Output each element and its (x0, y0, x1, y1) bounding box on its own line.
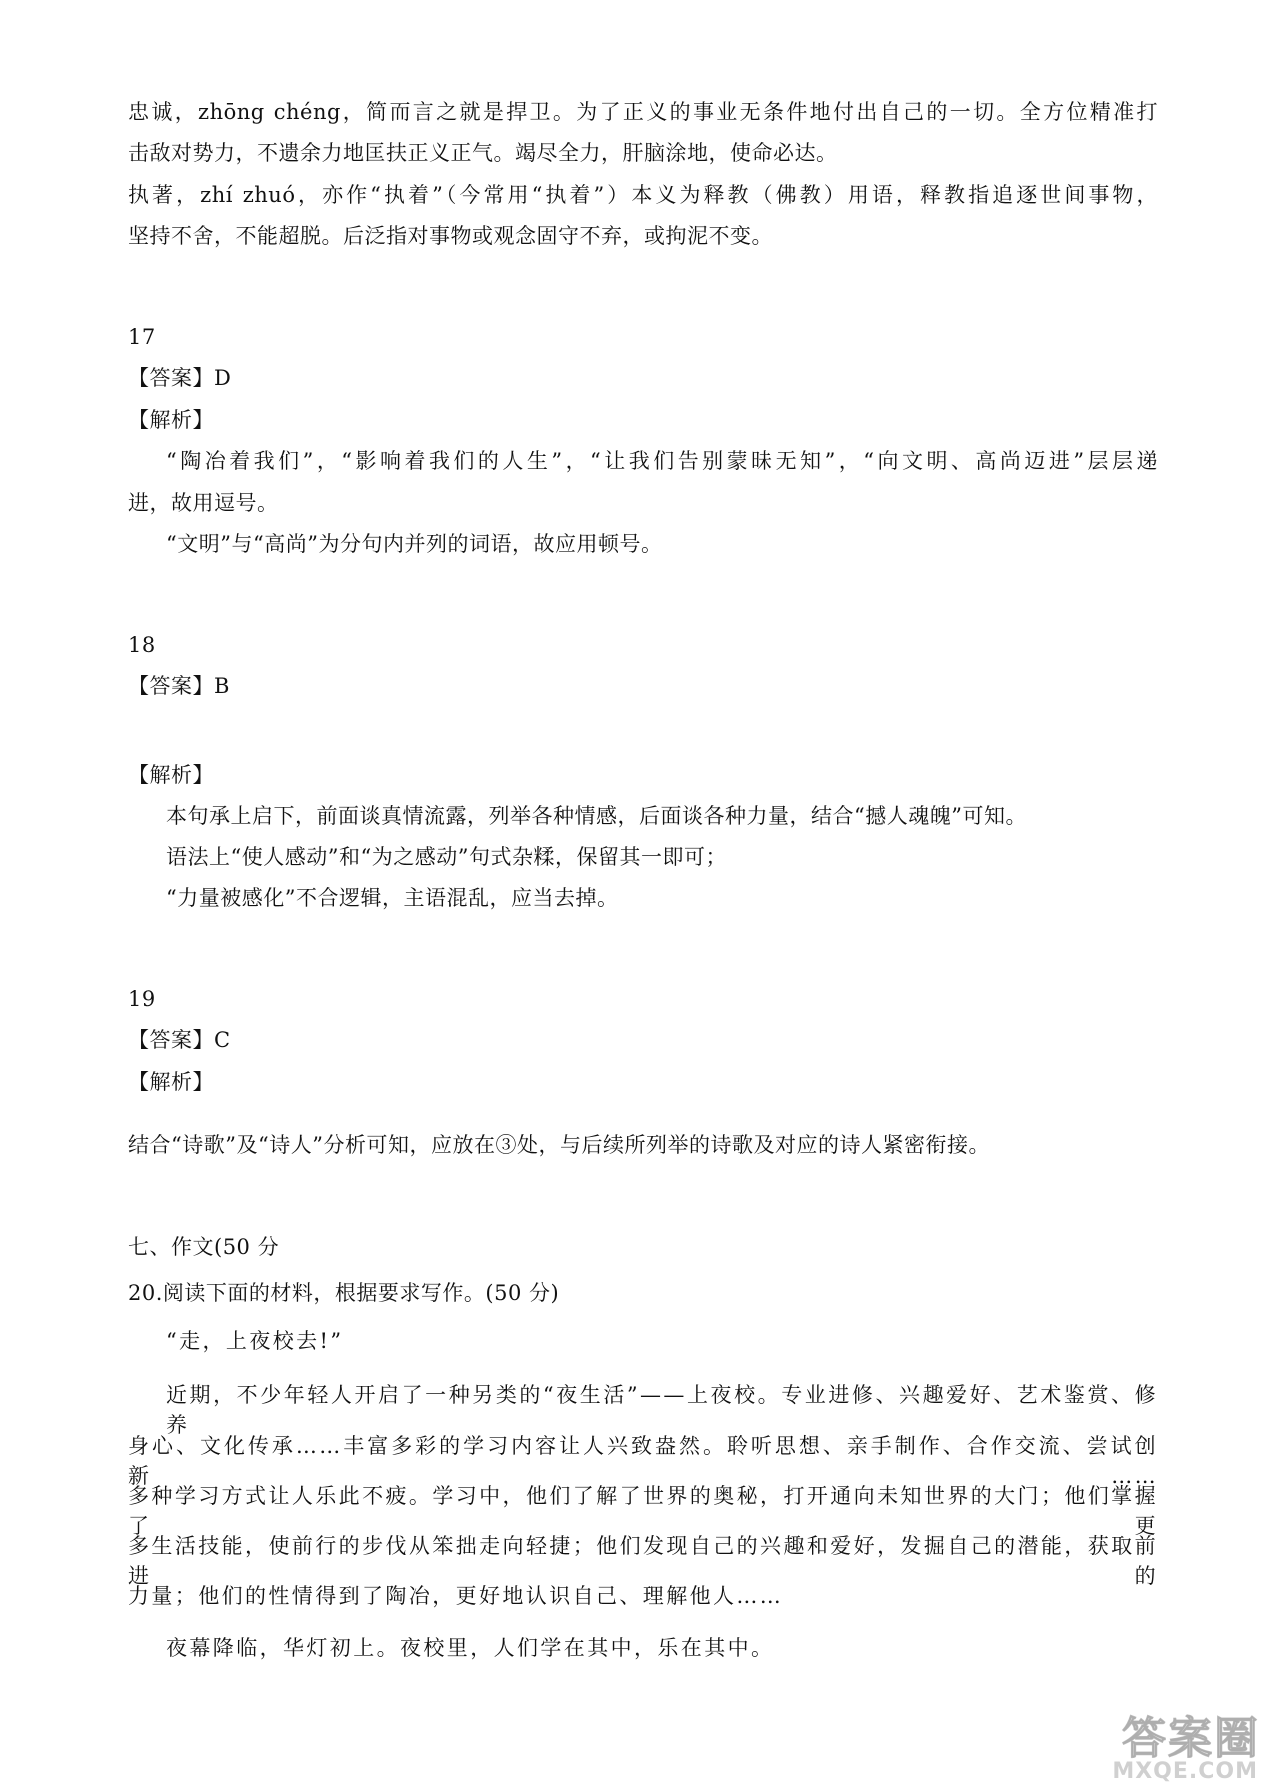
essay-line2: 身心、文化传承……丰富多彩的学习内容让人兴致盎然。聆听思想、亲手制作、合作交流、尝试创新…… (128, 1434, 1158, 1488)
q17-answer: 【答案】D (128, 366, 232, 390)
q16-p1-line2: 击敌对势力，不遗余力地匡扶正义正气。竭尽全力，肝脑涂地，使命必达。 (128, 141, 838, 165)
q16-p2-line2: 坚持不舍，不能超脱。后泛指对事物或观念固守不弃，或拘泥不变。 (128, 224, 773, 248)
essay-line3: 多种学习方式让人乐此不疲。学习中，他们了解了世界的奥秘，打开通向未知世界的大门；他们掌握了更 (128, 1484, 1158, 1538)
q18-analysis-line2: 语法上“使人感动”和“为之感动”句式杂糅，保留其一即可； (166, 845, 727, 869)
essay-title: “走，上夜校去!” (166, 1329, 344, 1353)
q17-analysis-line2: 进，故用逗号。 (128, 491, 279, 515)
q17-analysis-line1: “陶冶着我们”，“影响着我们的人生”，“让我们告别蒙昧无知”，“向文明、高尚迈进”层层递 (166, 449, 1158, 473)
q17-analysis-label: 【解析】 (128, 408, 214, 432)
watermark (1090, 1702, 1260, 1784)
q18-answer: 【答案】B (128, 674, 230, 698)
q16-p2-line1: 执著，zhí zhuó，亦作“执着”（今常用“执着”）本义为释教（佛教）用语，释教指追逐世间事物， (128, 183, 1158, 207)
essay-line6: 夜幕降临，华灯初上。夜校里，人们学在其中，乐在其中。 (166, 1636, 775, 1660)
q19-analysis-line1: 结合“诗歌”及“诗人”分析可知，应放在③处，与后续所列举的诗歌及对应的诗人紧密衔接。 (128, 1133, 990, 1157)
watermark-url: MXQE.COM (1112, 1759, 1258, 1784)
essay-line4: 多生活技能，使前行的步伐从笨拙走向轻捷；他们发现自己的兴趣和爱好，发掘自己的潜能，获取前进的 (128, 1534, 1158, 1588)
section7-heading: 七、作文(50 分 (128, 1235, 280, 1259)
q17-analysis-line3: “文明”与“高尚”为分句内并列的词语，故应用顿号。 (166, 532, 663, 556)
essay-line1: 近期，不少年轻人开启了一种另类的“夜生活”——上夜校。专业进修、兴趣爱好、艺术鉴赏、修养 (166, 1383, 1158, 1437)
q18-analysis-line1: 本句承上启下，前面谈真情流露，列举各种情感，后面谈各种力量，结合“撼人魂魄”可知。 (166, 804, 1027, 828)
q20-prompt: 20.阅读下面的材料，根据要求写作。(50 分) (128, 1281, 560, 1305)
q18-number: 18 (128, 633, 156, 657)
q19-analysis-label: 【解析】 (128, 1070, 214, 1094)
q17-number: 17 (128, 325, 156, 349)
q19-number: 19 (128, 987, 156, 1011)
q19-answer: 【答案】C (128, 1028, 231, 1052)
watermark-logo: 答案圈 (1122, 1713, 1260, 1764)
q18-analysis-line3: “力量被感化”不合逻辑，主语混乱，应当去掉。 (166, 886, 619, 910)
q18-analysis-label: 【解析】 (128, 763, 214, 787)
q16-p1-line1: 忠诚，zhōng chéng，简而言之就是捍卫。为了正义的事业无条件地付出自己的一切。全方位精准打 (128, 100, 1158, 124)
essay-line5: 力量；他们的性情得到了陶冶，更好地认识自己、理解他人…… (128, 1584, 784, 1608)
